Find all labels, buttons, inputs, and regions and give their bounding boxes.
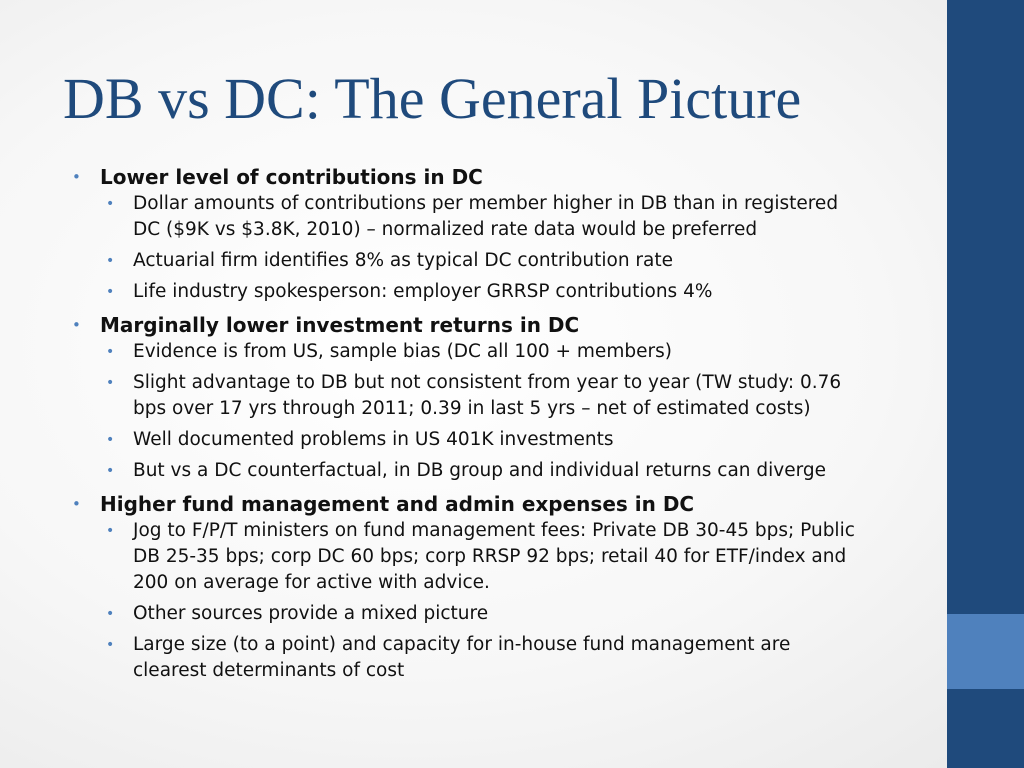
sub-bullet-item [106,518,932,596]
sub-bullet-text: Life industry spokesperson: employer GRRSP contributions 4% [133,281,713,302]
section [72,490,932,684]
sub-bullet-item [106,339,932,365]
bullet-icon: • [72,495,81,513]
sub-bullet-list [72,518,932,684]
sub-bullet-item [106,248,932,274]
bullet-icon: • [72,168,81,186]
sub-bullet-icon: • [106,344,115,360]
bullet-icon: • [72,316,81,334]
sub-bullet-item [106,427,932,453]
sub-bullet-row [106,518,932,596]
sub-bullet-icon: • [106,375,115,391]
sub-bullet-text: Well documented problems in US 401K investments [133,429,614,450]
slide-title: DB vs DC: The General Picture [63,66,802,131]
sub-bullet-item [106,191,932,243]
sub-bullet-item [106,370,932,422]
sub-bullet-icon: • [106,463,115,479]
sub-bullet-row [106,279,932,305]
sub-bullet-row [106,191,932,243]
sub-bullet-text: Other sources provide a mixed picture [133,603,489,624]
sub-bullet-row [106,248,932,274]
sub-bullet-icon: • [106,606,115,622]
sub-bullet-text: Actuarial firm identifies 8% as typical DC contribution rate [133,250,674,271]
sub-bullet-icon: • [106,637,115,653]
sub-bullet-icon: • [106,253,115,269]
sub-bullet-row [106,458,932,484]
section-heading: Higher fund management and admin expenses in DC [100,492,695,516]
sub-bullet-text: Evidence is from US, sample bias (DC all 100 + members) [133,341,672,362]
sub-bullet-text: Jog to F/P/T ministers on fund management fees: Private DB 30-45 bps; Public DB 25-35 bps; corp DC 60 bps; corp RRSP 92 bps; retail 40 for ETF/index and 200 on average for active with advice. [133,520,855,593]
sub-bullet-icon: • [106,196,115,212]
section [72,163,932,305]
section-heading: Lower level of contributions in DC [100,165,483,189]
sub-bullet-text: Slight advantage to DB but not consistent from year to year (TW study: 0.76 bps over 17 yrs through 2011; 0.39 in last 5 yrs – net of estimated costs) [133,372,842,419]
sidebar-accent-block [947,614,1024,689]
bullet-list [72,163,932,690]
section-row [72,490,932,518]
sub-bullet-text: Dollar amounts of contributions per member higher in DB than in registered DC ($9K vs $3.8K, 2010) – normalized rate data would be preferred [133,193,839,240]
sub-bullet-row [106,427,932,453]
section-heading: Marginally lower investment returns in DC [100,313,580,337]
section [72,311,932,484]
sub-bullet-text: But vs a DC counterfactual, in DB group and individual returns can diverge [133,460,827,481]
sub-bullet-item [106,458,932,484]
sub-bullet-list [72,339,932,484]
sub-bullet-row [106,370,932,422]
sub-bullet-item [106,279,932,305]
sub-bullet-icon: • [106,432,115,448]
sub-bullet-item [106,632,932,684]
sub-bullet-row [106,632,932,684]
sub-bullet-icon: • [106,284,115,300]
section-row [72,163,932,191]
sub-bullet-icon: • [106,523,115,539]
section-row [72,311,932,339]
sub-bullet-row [106,339,932,365]
sub-bullet-row [106,601,932,627]
sub-bullet-text: Large size (to a point) and capacity for in-house fund management are clearest determinants of cost [133,634,791,681]
sub-bullet-list [72,191,932,305]
sub-bullet-item [106,601,932,627]
